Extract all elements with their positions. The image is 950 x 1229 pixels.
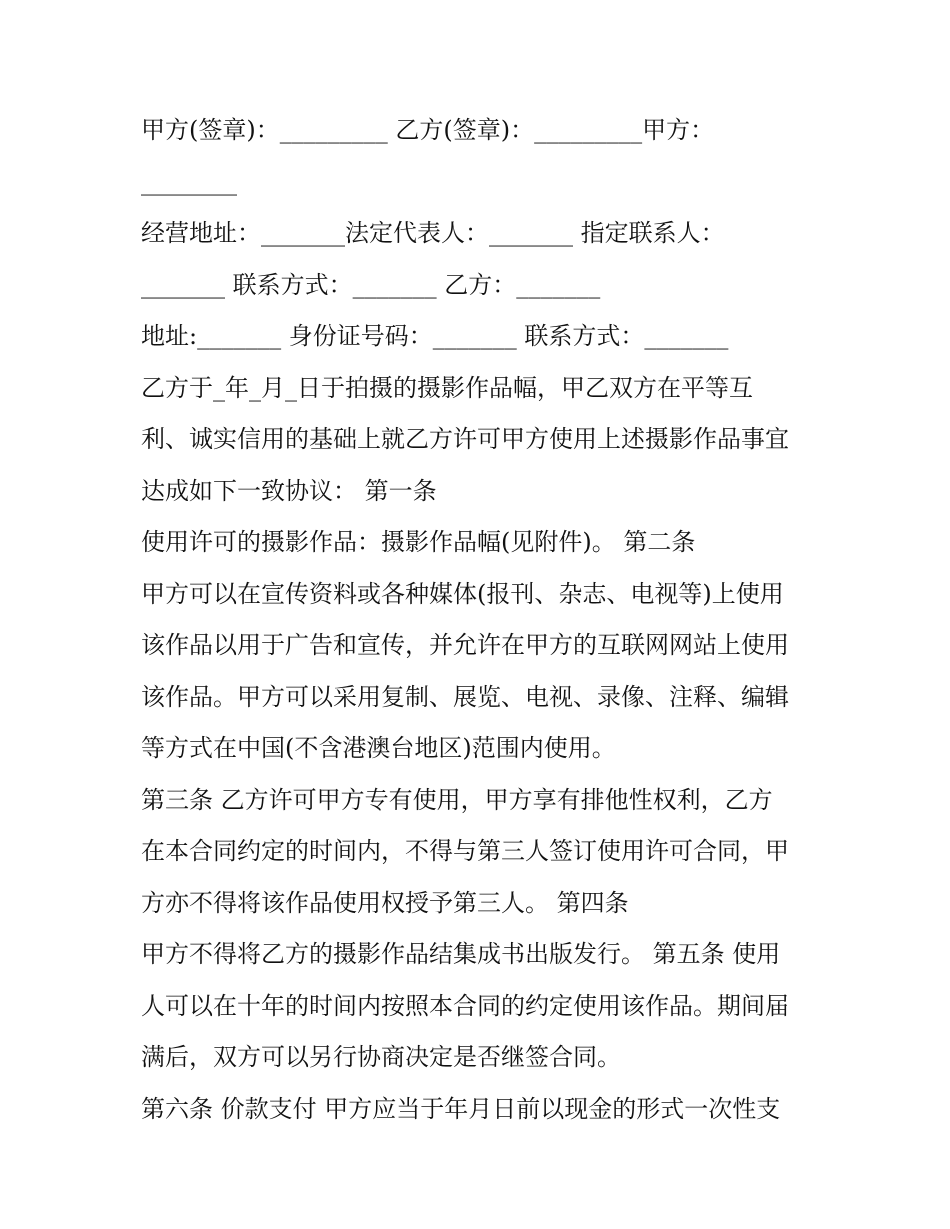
article-3-line-3: 方亦不得将该作品使用权授予第三人。 第四条: [141, 888, 629, 917]
party-b-address-line: 地址:_______ 身份证号码：_______ 联系方式：_______: [141, 322, 729, 350]
party-a-contact-line: _______ 联系方式：_______ 乙方：_______: [141, 270, 601, 299]
article-2-line-4: 等方式在中国(不含港澳台地区)范围内使用。: [141, 734, 616, 762]
preamble-line-2: 利、诚实信用的基础上就乙方许可甲方使用上述摄影作品事宜: [141, 425, 789, 453]
signature-line-blank: ________: [141, 167, 237, 196]
article-6-line-1: 第六条 价款支付 甲方应当于年月日前以现金的形式一次性支: [141, 1094, 781, 1123]
article-2-line-1: 甲方可以在宣传资料或各种媒体(报刊、杂志、电视等)上使用: [141, 579, 784, 608]
preamble-line-1: 乙方于_年_月_日于拍摄的摄影作品幅，甲乙双方在平等互: [141, 373, 753, 402]
article-3-line-1: 第三条 乙方许可甲方专有使用，甲方享有排他性权利，乙方: [141, 785, 773, 814]
article-4-line: 甲方不得将乙方的摄影作品结集成书出版发行。 第五条 使用: [141, 940, 781, 968]
article-5-line-1: 人可以在十年的时间内按照本合同的约定使用该作品。期间届: [141, 991, 789, 1020]
article-3-line-2: 在本合同约定的时间内，不得与第三人签订使用许可合同，甲: [141, 837, 789, 865]
party-a-address-line: 经营地址：_______法定代表人：_______ 指定联系人：: [141, 219, 725, 247]
article-2-line-2: 该作品以用于广告和宣传，并允许在甲方的互联网网站上使用: [141, 631, 789, 659]
article-1-line: 使用许可的摄影作品：摄影作品幅(见附件)。 第二条: [141, 528, 696, 556]
article-5-line-2: 满后，双方可以另行协商决定是否继签合同。: [141, 1043, 621, 1071]
contract-body: [141, 108, 821, 1138]
article-2-line-3: 该作品。甲方可以采用复制、展览、电视、录像、注释、编辑: [141, 682, 789, 711]
signature-line-parties: 甲方(签章)：_________ 乙方(签章)：_________甲方：: [141, 116, 715, 144]
preamble-line-3: 达成如下一致协议： 第一条: [141, 476, 437, 505]
